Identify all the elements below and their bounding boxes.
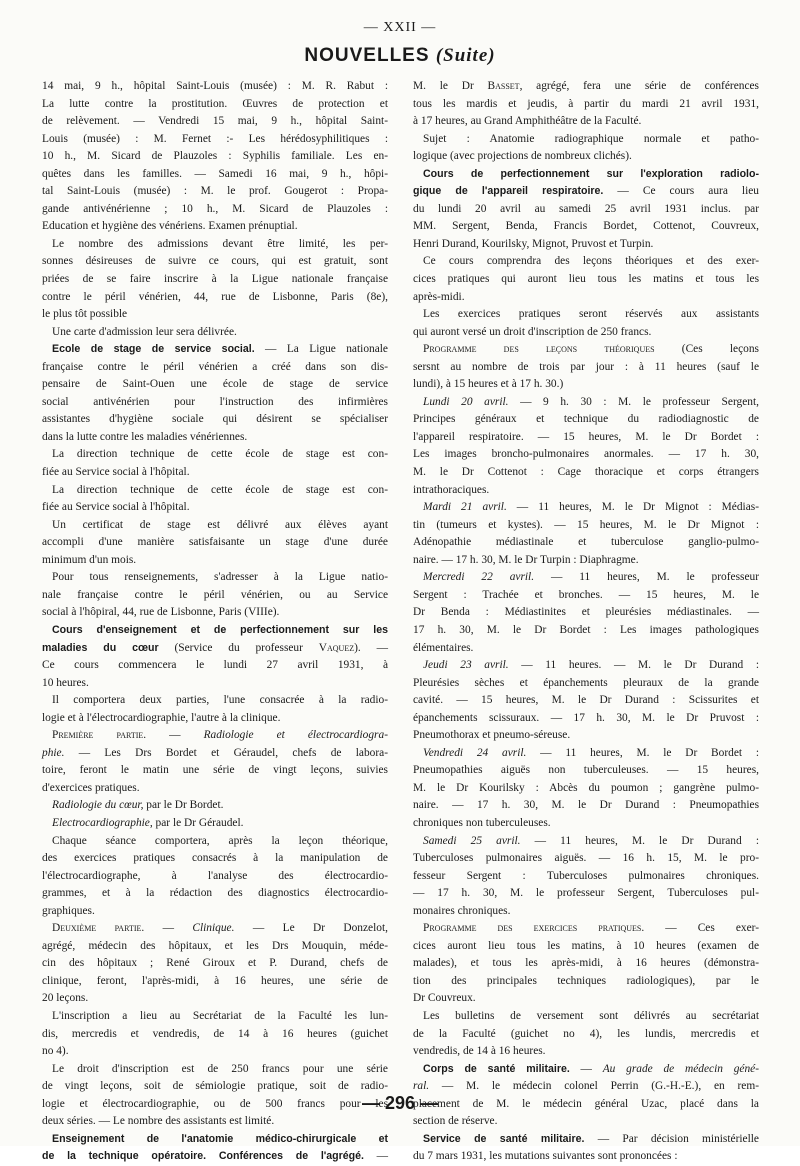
text-run: Mercredi 22 avril. bbox=[423, 571, 535, 584]
text-line bbox=[42, 622, 388, 640]
text-run: tous les mardis et jeudis, à partir du mardi 21 avril 1931, bbox=[413, 97, 759, 110]
text-run: — 11 heures, M. le Dr Mignot : Médias- bbox=[506, 501, 759, 514]
text-run: La direction technique de cette école de stage est con- bbox=[52, 483, 388, 496]
text-line bbox=[413, 271, 759, 289]
text-run: Clinique. bbox=[192, 922, 235, 935]
text-run: Il comportera deux parties, l'une consacrée à la radio- bbox=[52, 694, 388, 707]
text-run: clinique, feront, l'après-midi, à 16 heures, une série de bbox=[42, 974, 388, 987]
text-run: logique (avec projections de nombreux clichés). bbox=[413, 150, 632, 163]
text-run: Pneumopathies aiguës non tuberculeuses. — 15 heures, bbox=[413, 764, 759, 777]
section-title-text: NOUVELLES bbox=[304, 45, 430, 66]
text-line bbox=[42, 780, 388, 798]
text-run: grammes, et à la rédaction des diagnostics électrocardio- bbox=[42, 887, 388, 900]
right-column bbox=[413, 78, 759, 1166]
text-run: — 11 heures, M. le Dr Bordet : bbox=[526, 746, 759, 759]
text-run: des exercices pratiques consacrés à la manipulation de bbox=[42, 852, 388, 865]
text-line bbox=[413, 1113, 759, 1131]
text-line bbox=[413, 306, 759, 324]
text-line bbox=[42, 1113, 388, 1131]
text-run: Sujet : Anatomie radiographique normale et patho- bbox=[423, 132, 759, 145]
text-run: sonnes désireuses de suivre ce cours, qui est gratuit, sont bbox=[42, 255, 388, 268]
text-line bbox=[413, 183, 759, 201]
text-run: Les images broncho-pulmonaires anormales. — 17 h. 30, bbox=[413, 448, 759, 461]
text-run: de la technique opératoire. Conférences de l'agrégé. bbox=[42, 1150, 364, 1163]
text-run: Corps de santé militaire. bbox=[423, 1062, 570, 1075]
text-run: M. le Dr Kourilsky : Abcès du poumon ; gangrène pulmo- bbox=[413, 781, 759, 794]
text-run: 20 leçons. bbox=[42, 992, 89, 1005]
text-run: social antivénérien pour l'instruction des infirmières bbox=[42, 395, 388, 408]
text-run: malades), et tous les après-midi, à 16 heures (démonstra- bbox=[413, 957, 759, 970]
text-run: toire, feront le matin une série de vingt leçons, suivies bbox=[42, 764, 388, 777]
text-line bbox=[413, 411, 759, 429]
text-line bbox=[42, 534, 388, 552]
text-line bbox=[413, 359, 759, 377]
text-line bbox=[413, 973, 759, 991]
text-line bbox=[42, 587, 388, 605]
text-run: Sergent : Trachée et bronches. — 15 heures, M. le bbox=[413, 588, 759, 601]
text-run: Au grade de médecin géné- bbox=[602, 1062, 759, 1075]
text-run: Cours de perfectionnement sur l'exploration radiolo- bbox=[423, 167, 759, 180]
text-run: social à l'hôpiral, 44, rue de Lisbonne, Paris (VIIIe). bbox=[42, 606, 280, 619]
text-run: — Le Dr Donzelot, bbox=[234, 922, 388, 935]
text-line bbox=[413, 868, 759, 886]
text-line bbox=[413, 833, 759, 851]
text-run: — M. le médecin colonel Perrin (G.-H.-E.), en rem- bbox=[429, 1080, 759, 1093]
text-run: cavité. — 15 heures, M. le Dr Durand : Scissurites et bbox=[413, 694, 759, 707]
text-run: 14 mai, 9 h., hôpital Saint-Louis (musée) : M. R. Rabut : bbox=[42, 80, 388, 92]
text-line bbox=[42, 113, 388, 131]
text-run: agrégé, médecin des hôpitaux, et les Drs Mouquin, méde- bbox=[42, 939, 388, 952]
text-line bbox=[413, 903, 759, 921]
text-line bbox=[42, 885, 388, 903]
text-run: d'exercices pratiques. bbox=[42, 781, 140, 794]
text-run: par le Dr Géraudel. bbox=[152, 816, 244, 829]
text-line bbox=[42, 271, 388, 289]
text-run: graphiques. bbox=[42, 904, 95, 917]
text-run: — 11 heures. — M. le Dr Durand : bbox=[508, 659, 759, 672]
text-run: Ecole de stage de service social. bbox=[52, 343, 255, 356]
text-run: L'inscription a lieu au Secrétariat de la Faculté les lun- bbox=[52, 1009, 388, 1022]
text-run: assistantes d'hygiène sociale qui désirent se spécialiser bbox=[42, 413, 388, 426]
text-run: quêtes dans les familles. — Samedi 16 mai, 9 h., hôpi- bbox=[42, 167, 388, 180]
text-line bbox=[413, 96, 759, 114]
text-line bbox=[42, 236, 388, 254]
text-line bbox=[413, 394, 759, 412]
text-run: contre le péril vénérien, 44, rue de Lisbonne, Paris (8e), bbox=[42, 290, 388, 303]
text-line bbox=[413, 815, 759, 833]
text-line bbox=[42, 973, 388, 991]
text-line bbox=[413, 464, 759, 482]
text-line bbox=[42, 166, 388, 184]
text-line bbox=[42, 341, 388, 359]
text-run: — 9 h. 30 : M. le professeur Sergent, bbox=[508, 395, 759, 408]
text-line bbox=[413, 675, 759, 693]
running-head: — XXII — bbox=[363, 20, 437, 35]
text-line bbox=[42, 96, 388, 114]
text-line bbox=[413, 622, 759, 640]
text-line bbox=[413, 762, 759, 780]
text-line bbox=[42, 727, 388, 745]
text-line bbox=[413, 797, 759, 815]
text-line bbox=[413, 1148, 759, 1166]
text-run: 10 heures. bbox=[42, 676, 89, 689]
text-line bbox=[42, 833, 388, 851]
text-run: no 4). bbox=[42, 1045, 69, 1058]
text-run: M. le Dr Cottenot : Cage thoracique et corps étrangers bbox=[413, 466, 759, 479]
text-line bbox=[413, 920, 759, 938]
text-line bbox=[42, 1008, 388, 1026]
text-run: l'appareil respiratoire. — 15 heures, M. le Dr Bordet : bbox=[413, 430, 759, 443]
text-run: section de réserve. bbox=[413, 1115, 498, 1128]
text-line bbox=[42, 359, 388, 377]
text-line bbox=[42, 850, 388, 868]
text-run: logie et électrocardiographie, ou de 500 francs pour les bbox=[42, 1097, 388, 1110]
text-run: — 11 heures, M. le Dr Durand : bbox=[520, 834, 759, 847]
text-line bbox=[413, 745, 759, 763]
text-line bbox=[42, 552, 388, 570]
text-line bbox=[413, 990, 759, 1008]
text-run: — 11 heures, M. le professeur bbox=[534, 571, 759, 584]
text-line bbox=[42, 920, 388, 938]
text-run: Basset bbox=[487, 80, 520, 92]
text-run: Vaquez bbox=[318, 641, 355, 654]
text-line bbox=[42, 376, 388, 394]
text-run: cices pratiques qui auront lieu tous les matins et tous les bbox=[413, 273, 759, 286]
text-run: chroniques non tuberculeuses. bbox=[413, 816, 551, 829]
text-run: l'électrocardiographe, à l'analyse des électrocardio- bbox=[42, 869, 388, 882]
text-run: Jeudi 23 avril. bbox=[423, 659, 509, 672]
text-line bbox=[413, 446, 759, 464]
text-run: du lundi 20 avril au samedi 25 avril 1931 inclus. par bbox=[413, 202, 759, 215]
section-title-suffix: (Suite) bbox=[435, 45, 496, 66]
text-line bbox=[413, 289, 759, 307]
text-run: (Ces leçons bbox=[654, 343, 759, 356]
text-run: minimum d'un mois. bbox=[42, 553, 137, 566]
text-run: Radiologie et électrocardiogra- bbox=[203, 729, 388, 742]
text-run: maladies du cœur bbox=[42, 641, 159, 654]
text-run: Louis (musée) : M. Fernet :- Les hérédosyphilitiques : bbox=[42, 132, 388, 145]
text-line bbox=[413, 499, 759, 517]
text-line bbox=[413, 376, 759, 394]
text-run: dans la lutte contre les maladies vénériennes. bbox=[42, 430, 248, 443]
text-line bbox=[413, 131, 759, 149]
text-run: Une carte d'admission leur sera délivrée. bbox=[52, 325, 237, 338]
text-line bbox=[42, 289, 388, 307]
text-run: Service de santé militaire. bbox=[423, 1132, 585, 1145]
text-line bbox=[413, 727, 759, 745]
text-run: gande antivénérienne ; 10 h., M. Sicard de Plauzoles : bbox=[42, 202, 388, 215]
text-line bbox=[413, 552, 759, 570]
text-run: par le Dr Bordet. bbox=[143, 799, 224, 812]
text-run: Le nombre des admissions devant être limité, les per- bbox=[52, 237, 388, 250]
text-run: Deuxième partie. bbox=[52, 922, 145, 935]
text-line bbox=[42, 499, 388, 517]
text-run: 10 h., M. Sicard de Plauzoles : Syphilis familiale. Les en- bbox=[42, 150, 388, 163]
text-line bbox=[42, 464, 388, 482]
text-run: 17 h. 30, M. le Dr Bordet : Les images pathologiques bbox=[413, 623, 759, 636]
text-line bbox=[42, 1148, 388, 1166]
text-run: ). — bbox=[354, 641, 388, 654]
text-line bbox=[413, 850, 759, 868]
text-run: — Par décision ministérielle bbox=[584, 1132, 759, 1145]
text-line bbox=[413, 657, 759, 675]
text-line bbox=[42, 253, 388, 271]
text-run: Lundi 20 avril. bbox=[423, 395, 509, 408]
text-run: de vingt leçons, soit de sémiologie pratique, soit de radio- bbox=[42, 1080, 388, 1093]
text-line bbox=[413, 1061, 759, 1079]
text-run: — Ces exer- bbox=[644, 922, 759, 935]
text-line bbox=[413, 640, 759, 658]
text-line bbox=[413, 604, 759, 622]
text-line bbox=[42, 640, 388, 658]
section-title bbox=[0, 45, 800, 67]
text-line bbox=[413, 429, 759, 447]
text-run: vendredis, de 14 à 16 heures. bbox=[413, 1045, 546, 1058]
text-line bbox=[42, 306, 388, 324]
text-run: — Ce cours aura lieu bbox=[603, 185, 760, 198]
text-run: lundi), à 15 heures et à 17 h. 30.) bbox=[413, 378, 564, 391]
text-run: intrathoraciques. bbox=[413, 483, 490, 496]
text-run: — Les Drs Bordet et Géraudel, chefs de labora- bbox=[64, 746, 388, 759]
text-line bbox=[42, 657, 388, 675]
text-line bbox=[42, 78, 388, 96]
text-line bbox=[42, 1026, 388, 1044]
text-line bbox=[413, 780, 759, 798]
text-run: Ce cours commencera le lundi 27 avril 1931, à bbox=[42, 659, 388, 672]
text-line bbox=[42, 604, 388, 622]
text-run: le plus tôt possible bbox=[42, 308, 128, 321]
text-line bbox=[413, 569, 759, 587]
text-line bbox=[413, 78, 759, 96]
text-line bbox=[413, 587, 759, 605]
text-run: tin (tumeurs et kystes). — 15 heures, M. le Dr Mignot : bbox=[413, 518, 759, 531]
text-run: tion des principales techniques radiologiques), par le bbox=[413, 974, 759, 987]
text-run: — bbox=[363, 1150, 388, 1163]
text-line bbox=[42, 411, 388, 429]
text-line bbox=[42, 745, 388, 763]
text-run: tal Saint-Louis (musée) : M. le prof. Gougerot : Propa- bbox=[42, 185, 388, 198]
text-line bbox=[42, 675, 388, 693]
text-run: Les bulletins de versement sont délivrés au secrétariat bbox=[423, 1009, 759, 1022]
text-run: (Service du professeur bbox=[158, 641, 319, 654]
text-run: Henri Durand, Kourilsky, Mignot, Pruvost et Turpin. bbox=[413, 237, 654, 250]
text-line bbox=[413, 148, 759, 166]
text-line bbox=[413, 885, 759, 903]
text-run: Principes généraux et technique du radiodiagnostic de bbox=[413, 413, 759, 426]
text-run: fesseur Sergent : Tuberculoses pulmonaires chroniques. bbox=[413, 869, 759, 882]
text-run: fiée au Service social à l'hôpital. bbox=[42, 501, 190, 514]
text-line bbox=[413, 710, 759, 728]
text-run: — bbox=[569, 1062, 603, 1075]
text-run: deux séries. — Le nombre des assistants est limité. bbox=[42, 1115, 275, 1128]
text-run: Radiologie du cœur, bbox=[52, 799, 144, 812]
text-run: épanchements scissuraux. — 17 h. 30, M. le Dr Pruvost : bbox=[413, 711, 759, 724]
text-line bbox=[42, 429, 388, 447]
text-run: Mardi 21 avril. bbox=[423, 501, 507, 514]
text-line bbox=[413, 253, 759, 271]
text-run: — bbox=[146, 729, 204, 742]
text-line bbox=[413, 324, 759, 342]
text-line bbox=[413, 201, 759, 219]
text-run: — bbox=[144, 922, 193, 935]
text-line bbox=[42, 1061, 388, 1079]
text-run: , agrégé, fera une série de conférences bbox=[519, 80, 759, 92]
text-line bbox=[42, 482, 388, 500]
text-run: Première partie. bbox=[52, 729, 147, 742]
text-run: Education et hygiène des vénériens. Examen prénuptial. bbox=[42, 220, 298, 233]
text-run: Chaque séance comportera, après la leçon théorique, bbox=[52, 834, 388, 847]
text-run: fiée au Service social à l'hôpital. bbox=[42, 466, 190, 479]
text-line bbox=[413, 938, 759, 956]
text-line bbox=[42, 903, 388, 921]
text-run: Un certificat de stage est délivré aux élèves ayant bbox=[52, 518, 388, 531]
text-run: Pour tous renseignements, s'adresser à la Ligue natio- bbox=[52, 571, 388, 584]
text-run: Dr Benda : Médiastinites et pleurésies médiastinales. — bbox=[413, 606, 759, 619]
text-line bbox=[413, 218, 759, 236]
text-line bbox=[42, 692, 388, 710]
text-line bbox=[42, 201, 388, 219]
text-run: Samedi 25 avril. bbox=[423, 834, 521, 847]
text-line bbox=[42, 148, 388, 166]
text-run: Programme des leçons théoriques bbox=[423, 343, 655, 356]
text-run: Le droit d'inscription est de 250 francs pour une série bbox=[52, 1062, 388, 1075]
text-line bbox=[42, 762, 388, 780]
text-run: française contre le péril vénérien a créé dans son dis- bbox=[42, 360, 388, 373]
text-line bbox=[42, 868, 388, 886]
text-line bbox=[42, 517, 388, 535]
text-line bbox=[413, 534, 759, 552]
text-run: Pleurésies sèches et épanchements pleuraux de la grande bbox=[413, 676, 759, 689]
text-line bbox=[42, 815, 388, 833]
text-run: Electrocardiographie, bbox=[52, 816, 153, 829]
text-run: élémentaires. bbox=[413, 641, 474, 654]
text-line bbox=[42, 797, 388, 815]
text-run: Enseignement de l'anatomie médico-chirurgicale et bbox=[52, 1132, 388, 1145]
text-line bbox=[413, 482, 759, 500]
text-line bbox=[42, 955, 388, 973]
text-run: accompli d'une manière satisfaisante un stage d'une durée bbox=[42, 536, 388, 549]
text-run: qui auront versé un droit d'inscription de 250 francs. bbox=[413, 325, 652, 338]
text-line bbox=[42, 218, 388, 236]
text-line bbox=[413, 517, 759, 535]
text-run: La direction technique de cette école de stage est con- bbox=[52, 448, 388, 461]
text-run: cin des hôpitaux ; René Giroux et P. Durand, chefs de bbox=[42, 957, 388, 970]
text-run: Ce cours comprendra des leçons théoriques et des exer- bbox=[423, 255, 759, 268]
text-run: gique de l'appareil respiratoire. bbox=[413, 185, 604, 198]
text-run: naire. — 17 h. 30, M. le Dr Durand : Pneumopathies bbox=[413, 799, 759, 812]
text-run: monaires chroniques. bbox=[413, 904, 511, 917]
text-line bbox=[413, 236, 759, 254]
text-line bbox=[42, 1043, 388, 1061]
text-line bbox=[42, 710, 388, 728]
text-run: naire. — 17 h. 30, M. le Dr Turpin : Diaphragme. bbox=[413, 553, 639, 566]
text-line bbox=[413, 1008, 759, 1026]
text-run: La lutte contre la prostitution. Œuvres de protection et bbox=[42, 97, 388, 110]
text-run: — La Ligue nationale bbox=[254, 343, 388, 356]
text-line bbox=[413, 692, 759, 710]
text-run: Tuberculoses pulmonaires aiguës. — 16 h. 15, M. le pro- bbox=[413, 852, 759, 865]
text-run: Les exercices pratiques seront réservés aux assistants bbox=[423, 308, 759, 321]
text-run: Dr Couvreux. bbox=[413, 992, 476, 1005]
text-run: Programme des exercices pratiques. bbox=[423, 922, 645, 935]
text-run: M. le Dr bbox=[413, 80, 488, 92]
text-run: Adénopathie médiastinale et tuberculose ganglio-pulmo- bbox=[413, 536, 759, 549]
text-run: Pneumothorax et pneumo-séreuse. bbox=[413, 729, 571, 742]
text-line bbox=[413, 341, 759, 359]
text-line bbox=[413, 1043, 759, 1061]
text-line bbox=[42, 131, 388, 149]
text-run: nale française contre le péril vénérien, ou au Service bbox=[42, 588, 388, 601]
left-column bbox=[42, 78, 388, 1166]
text-line bbox=[413, 113, 759, 131]
text-run: à 17 heures, au Grand Amphithéâtre de la Faculté. bbox=[413, 115, 642, 128]
text-line bbox=[42, 569, 388, 587]
text-run: sersnt au nombre de trois par jour : à 11 heures (sauf le bbox=[413, 360, 759, 373]
text-line bbox=[42, 183, 388, 201]
text-run: pensaire de Saint-Ouen une école de stage de service bbox=[42, 378, 388, 391]
text-line bbox=[413, 1026, 759, 1044]
text-run: ral. bbox=[413, 1080, 430, 1093]
text-run: priées de se faire inscrire à la Ligue nationale française bbox=[42, 273, 388, 286]
text-run: placement de M. le médecin général Uzac, placé dans la bbox=[413, 1097, 759, 1110]
text-run: Vendredi 24 avril. bbox=[423, 746, 527, 759]
text-run: logie et à l'électrocardiographie, l'autre à la clinique. bbox=[42, 711, 281, 724]
text-run: après-midi. bbox=[413, 290, 465, 303]
text-run: de la Faculté (guichet no 4), les lundis, mercredis et bbox=[413, 1027, 759, 1040]
text-run: Cours d'enseignement et de perfectionnement sur les bbox=[52, 623, 388, 636]
text-run: MM. Sergent, Benda, Francis Bordet, Cottenot, Couvreux, bbox=[413, 220, 759, 233]
text-run: dis, mercredis et vendredis, de 14 à 16 heures (guichet bbox=[42, 1027, 388, 1040]
text-run: cices auront lieu tous les matins, à 10 heures (examen de bbox=[413, 939, 759, 952]
text-run: phie. bbox=[42, 746, 65, 759]
text-line bbox=[42, 446, 388, 464]
text-line bbox=[42, 394, 388, 412]
text-run: du 7 mars 1931, les mutations suivantes sont prononcées : bbox=[413, 1150, 678, 1163]
text-line bbox=[42, 990, 388, 1008]
text-line bbox=[413, 955, 759, 973]
text-run: — 17 h. 30, M. le professeur Sergent, Tuberculoses pul- bbox=[413, 887, 759, 900]
page-number: — 296 — bbox=[361, 1093, 439, 1113]
text-run: de relèvement. — Vendredi 15 mai, 9 h., hôpital Saint- bbox=[42, 115, 388, 128]
text-line bbox=[42, 324, 388, 342]
text-line bbox=[413, 166, 759, 184]
text-line bbox=[42, 938, 388, 956]
